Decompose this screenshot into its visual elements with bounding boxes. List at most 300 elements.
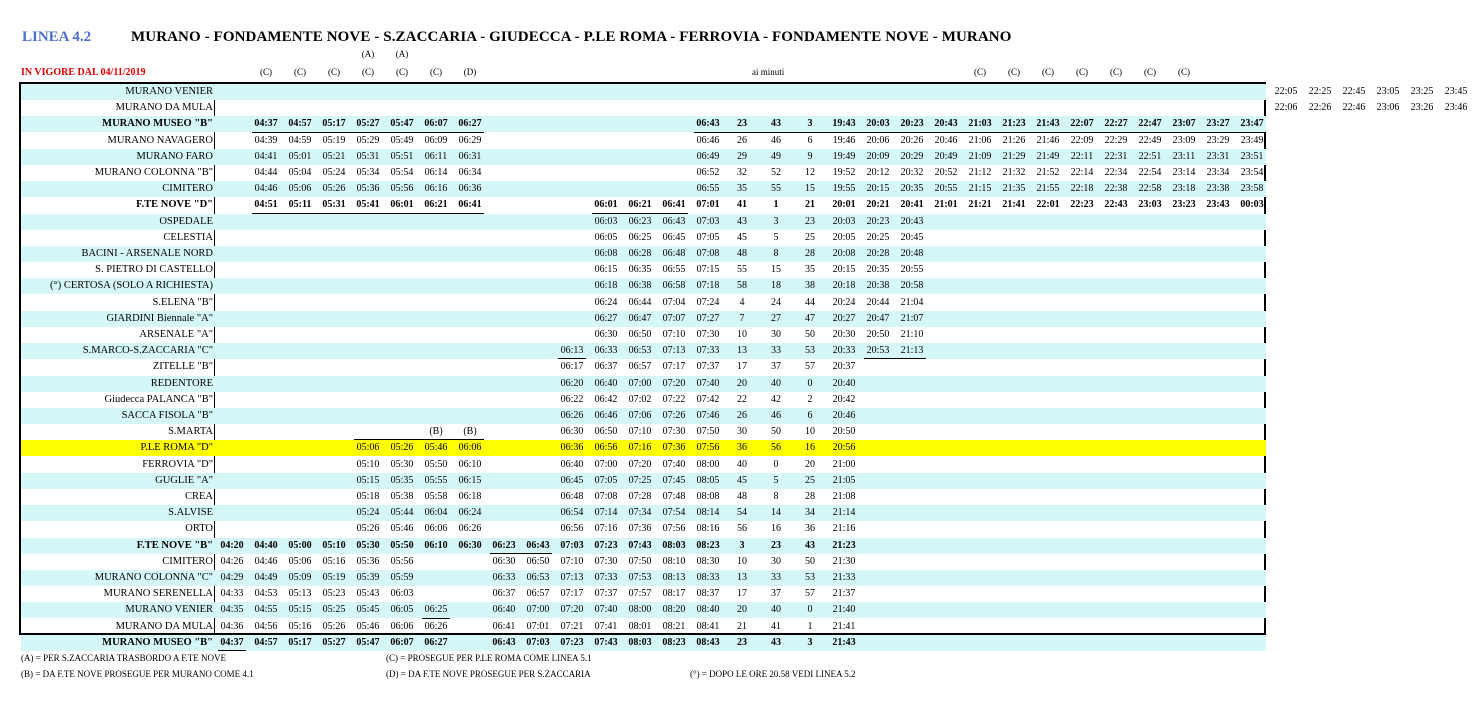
time-cell: 23:54 xyxy=(1240,167,1264,178)
time-cell: 20:43 xyxy=(900,215,924,227)
time-cell: 06:43 xyxy=(662,215,686,227)
time-cell: 06:03 xyxy=(594,215,618,227)
time-cell: 08:10 xyxy=(662,555,686,567)
time-cell: 20:21 xyxy=(866,199,890,211)
time-cell: 21:15 xyxy=(968,183,992,195)
time-cell: 06:30 xyxy=(458,539,482,551)
time-cell: 0 xyxy=(807,604,813,616)
time-cell: 06:07 xyxy=(390,636,414,648)
time-cell: 05:06 xyxy=(288,555,312,567)
time-cell: 07:20 xyxy=(560,604,584,616)
time-cell: 9 xyxy=(807,150,813,162)
time-cell: 20 xyxy=(737,377,747,389)
time-cell: 07:02 xyxy=(628,393,652,405)
time-cell: 20:37 xyxy=(832,361,856,373)
rule-line xyxy=(422,618,450,619)
time-cell: 05:58 xyxy=(424,491,448,502)
time-cell: 56 xyxy=(737,523,747,535)
time-cell: 21:23 xyxy=(832,539,856,551)
time-cell: 23:23 xyxy=(1172,199,1196,211)
time-cell: 07:10 xyxy=(560,555,584,567)
time-cell: 52 xyxy=(771,167,781,178)
time-cell: 05:46 xyxy=(356,620,380,632)
time-cell: 06:40 xyxy=(594,377,618,389)
time-cell: 20:30 xyxy=(832,329,856,340)
time-cell: 45 xyxy=(737,474,747,486)
time-cell: 05:59 xyxy=(390,572,414,583)
time-cell: 23:51 xyxy=(1240,150,1264,162)
time-cell: 21:33 xyxy=(832,572,856,583)
time-cell: 04:57 xyxy=(288,118,312,130)
time-cell: 19:43 xyxy=(832,118,856,130)
time-cell: 05:39 xyxy=(356,572,380,583)
time-cell: 04:20 xyxy=(220,539,244,551)
time-cell: 06:57 xyxy=(526,588,550,600)
time-cell: 06:33 xyxy=(492,572,516,583)
time-cell: 22:07 xyxy=(1070,118,1094,130)
time-cell: 07:00 xyxy=(628,377,652,389)
time-cell: 18 xyxy=(771,280,781,292)
time-cell: 53 xyxy=(805,345,815,357)
time-cell: 04:40 xyxy=(254,539,278,551)
time-cell: 06:26 xyxy=(424,620,448,632)
rule-line xyxy=(864,358,926,359)
column-note: (C) xyxy=(430,67,442,77)
time-cell: 08:37 xyxy=(696,588,720,600)
footnote-e: (°) = DOPO LE ORE 20.58 VEDI LINEA 5.2 xyxy=(690,669,856,679)
time-cell: 4 xyxy=(739,296,745,308)
table-row xyxy=(21,424,1266,440)
time-cell: 21:07 xyxy=(900,312,924,324)
time-cell: 06:55 xyxy=(696,183,720,195)
time-cell: 40 xyxy=(771,377,781,389)
time-cell: 21:05 xyxy=(832,474,856,486)
stop-name: CIMITERO xyxy=(162,555,213,567)
time-cell: 07:34 xyxy=(628,507,652,519)
time-cell: 08:21 xyxy=(662,620,686,632)
time-cell: 10 xyxy=(737,329,747,340)
stop-name: S. PIETRO DI CASTELLO xyxy=(95,264,213,276)
time-cell: 43 xyxy=(805,539,815,551)
time-cell: 21:08 xyxy=(832,491,856,502)
time-cell: 06:37 xyxy=(594,361,618,373)
time-cell: 06:56 xyxy=(594,442,618,454)
time-cell: 20:41 xyxy=(900,199,924,211)
time-cell: 05:26 xyxy=(322,183,346,195)
time-cell: 23:31 xyxy=(1206,150,1230,162)
time-cell: 08:23 xyxy=(662,636,686,648)
table-row xyxy=(21,278,1266,294)
time-cell: 06:03 xyxy=(390,588,414,600)
time-cell: 05:27 xyxy=(356,118,380,130)
time-cell: 07:06 xyxy=(628,410,652,421)
time-cell: 24 xyxy=(771,296,781,308)
time-cell: 42 xyxy=(771,393,781,405)
time-cell: 43 xyxy=(737,215,747,227)
time-cell: 07:45 xyxy=(662,474,686,486)
time-cell: 23:58 xyxy=(1240,183,1264,195)
time-cell: 22:27 xyxy=(1104,118,1128,130)
time-cell: 20:06 xyxy=(866,134,890,146)
table-row xyxy=(21,311,1266,327)
time-cell: 20:56 xyxy=(832,442,856,454)
footnote-d: (D) = DA F.TE NOVE PROSEGUE PER S.ZACCARIA xyxy=(386,669,591,679)
time-cell: 22:29 xyxy=(1104,134,1128,146)
time-cell: 37 xyxy=(771,361,781,373)
stop-name: MURANO COLONNA "B" xyxy=(94,167,213,178)
time-cell: 22:43 xyxy=(1104,199,1128,211)
time-cell: 21:32 xyxy=(1002,167,1026,178)
time-cell: 07:25 xyxy=(628,474,652,486)
time-cell: 26 xyxy=(737,410,747,421)
stop-name: Giudecca PALANCA "B" xyxy=(104,393,213,405)
time-cell: 07:22 xyxy=(662,393,686,405)
footnote-a: (A) = PER S.ZACCARIA TRASBORDO A F.TE NOVE xyxy=(21,653,226,663)
time-cell: 06:15 xyxy=(594,264,618,276)
stop-name: FERROVIA "D" xyxy=(142,458,213,470)
time-cell: 06:50 xyxy=(526,555,550,567)
time-cell: 16 xyxy=(805,442,815,454)
time-cell: 06:31 xyxy=(458,150,482,162)
table-row xyxy=(21,473,1266,489)
table-row xyxy=(21,149,1266,165)
time-cell: 23:05 xyxy=(1376,86,1400,97)
time-cell: 23:06 xyxy=(1376,102,1400,114)
time-cell: 06:18 xyxy=(594,280,618,292)
time-cell: 07:42 xyxy=(696,393,720,405)
time-cell: 05:51 xyxy=(390,150,414,162)
time-cell: 41 xyxy=(737,199,747,211)
time-cell: 05:46 xyxy=(390,523,414,535)
time-cell: 22:51 xyxy=(1138,150,1162,162)
time-cell: 05:36 xyxy=(356,183,380,195)
time-cell: 06:43 xyxy=(492,636,516,648)
time-cell: 57 xyxy=(805,588,815,600)
time-cell: (B) xyxy=(429,426,443,438)
time-cell: 04:51 xyxy=(254,199,278,211)
time-cell: 21:04 xyxy=(900,296,924,308)
time-cell: 05:54 xyxy=(390,167,414,178)
time-cell: 04:46 xyxy=(254,183,278,195)
time-cell: 06:21 xyxy=(628,199,652,211)
stop-name: MURANO FARO xyxy=(136,150,213,162)
time-cell: 06:55 xyxy=(662,264,686,276)
time-cell: 00:03 xyxy=(1240,199,1264,211)
time-cell: (B) xyxy=(463,426,477,438)
stop-name: MURANO DA MULA xyxy=(115,102,213,114)
time-cell: 21:09 xyxy=(968,150,992,162)
time-cell: 04:39 xyxy=(254,134,278,146)
stop-name: S.ALVISE xyxy=(168,507,213,519)
rule-line xyxy=(558,358,586,359)
time-cell: 04:37 xyxy=(254,118,278,130)
time-cell: 06:11 xyxy=(424,150,448,162)
time-cell: 08:14 xyxy=(696,507,720,519)
time-cell: 06:30 xyxy=(594,329,618,340)
time-cell: 08:00 xyxy=(628,604,652,616)
time-cell: 21:41 xyxy=(832,620,856,632)
time-cell: 21:01 xyxy=(934,199,958,211)
time-cell: 21:40 xyxy=(832,604,856,616)
time-cell: 06:34 xyxy=(458,167,482,178)
column-note: (D) xyxy=(463,67,477,77)
time-cell: 22:11 xyxy=(1070,150,1094,162)
time-cell: 08:03 xyxy=(662,539,686,551)
time-cell: 06:58 xyxy=(662,280,686,292)
time-cell: 23:14 xyxy=(1172,167,1196,178)
time-cell: 54 xyxy=(737,507,747,519)
time-cell: 05:49 xyxy=(390,134,414,146)
time-cell: 20:49 xyxy=(934,150,958,162)
stop-name: SACCA FISOLA "B" xyxy=(121,410,213,421)
time-cell: 36 xyxy=(805,523,815,535)
time-cell: 07:10 xyxy=(662,329,686,340)
time-cell: 16 xyxy=(771,523,781,535)
stop-name: REDENTORE xyxy=(150,377,213,389)
time-cell: 08:17 xyxy=(662,588,686,600)
table-row xyxy=(21,165,1266,181)
stop-name: MURANO VENIER xyxy=(125,86,213,97)
time-cell: 06:38 xyxy=(628,280,652,292)
time-cell: 06:46 xyxy=(696,134,720,146)
rule-line xyxy=(354,439,484,440)
time-cell: 05:10 xyxy=(356,458,380,470)
time-cell: 33 xyxy=(771,345,781,357)
table-row xyxy=(21,262,1266,278)
time-cell: 22:45 xyxy=(1342,86,1366,97)
time-cell: 55 xyxy=(737,264,747,276)
stop-name: MURANO NAVAGERO xyxy=(107,134,213,146)
time-cell: 07:50 xyxy=(628,555,652,567)
time-cell: 06:30 xyxy=(560,426,584,438)
time-cell: 04:37 xyxy=(220,636,244,648)
time-cell: 36 xyxy=(737,442,747,454)
time-cell: 20:43 xyxy=(934,118,958,130)
time-cell: 21:37 xyxy=(832,588,856,600)
time-cell: 21:26 xyxy=(1002,134,1026,146)
time-cell: 19:55 xyxy=(832,183,856,195)
time-cell: 20:26 xyxy=(900,134,924,146)
time-cell: 06:06 xyxy=(390,620,414,632)
time-cell: 47 xyxy=(805,312,815,324)
time-cell: 06:53 xyxy=(526,572,550,583)
time-cell: 05:30 xyxy=(390,458,414,470)
time-cell: 23:26 xyxy=(1410,102,1434,114)
time-cell: 07:00 xyxy=(594,458,618,470)
time-cell: 07:01 xyxy=(526,620,550,632)
time-cell: 20:28 xyxy=(866,248,890,259)
stop-name: P.LE ROMA "D" xyxy=(140,442,213,454)
rule-line xyxy=(592,213,688,214)
stop-name: MURANO MUSEO "B" xyxy=(102,636,213,648)
time-cell: 07:41 xyxy=(594,620,618,632)
time-cell: 23:07 xyxy=(1172,118,1196,130)
time-cell: 05:44 xyxy=(390,507,414,519)
time-cell: 55 xyxy=(771,183,781,195)
time-cell: 23 xyxy=(805,215,815,227)
time-cell: 26 xyxy=(737,134,747,146)
time-cell: 37 xyxy=(771,588,781,600)
table-row xyxy=(21,619,1266,635)
time-cell: 20:35 xyxy=(866,264,890,276)
time-cell: 07:37 xyxy=(696,361,720,373)
stop-name: MURANO VENIER xyxy=(125,604,213,616)
time-cell: 07:40 xyxy=(662,458,686,470)
time-cell: 05:11 xyxy=(288,199,312,211)
time-cell: 05:15 xyxy=(356,474,380,486)
column-note: (C) xyxy=(396,67,408,77)
time-cell: 06:57 xyxy=(628,361,652,373)
time-cell: 08:30 xyxy=(696,555,720,567)
time-cell: 23:46 xyxy=(1444,102,1468,114)
time-cell: 30 xyxy=(771,329,781,340)
footnote-c: (C) = PROSEGUE PER P.LE ROMA COME LINEA 5.1 xyxy=(386,653,592,663)
time-cell: 05:46 xyxy=(424,442,448,454)
time-cell: 07:23 xyxy=(594,539,618,551)
table-row xyxy=(21,457,1266,473)
time-cell: 22:18 xyxy=(1070,183,1094,195)
column-note-upper: (A) xyxy=(361,49,375,59)
time-cell: 14 xyxy=(771,507,781,519)
time-cell: 07:00 xyxy=(526,604,550,616)
time-cell: 06:28 xyxy=(628,248,652,259)
time-cell: 21:23 xyxy=(1002,118,1026,130)
time-cell: 04:55 xyxy=(254,604,278,616)
time-cell: 04:49 xyxy=(254,572,278,583)
time-cell: 06:10 xyxy=(458,458,482,470)
time-cell: 07:24 xyxy=(696,296,720,308)
time-cell: 23:27 xyxy=(1206,118,1230,130)
time-cell: 20:46 xyxy=(934,134,958,146)
time-cell: 05:31 xyxy=(356,150,380,162)
time-cell: 06:40 xyxy=(560,458,584,470)
time-cell: 06:21 xyxy=(424,199,448,211)
time-cell: 07:53 xyxy=(628,572,652,583)
time-cell: 20:24 xyxy=(832,296,856,308)
time-cell: 07:08 xyxy=(594,491,618,502)
time-cell: 41 xyxy=(771,620,781,632)
time-cell: 25 xyxy=(805,474,815,486)
table-row xyxy=(21,343,1266,359)
time-cell: 06:27 xyxy=(594,312,618,324)
column-note: (C) xyxy=(1144,67,1156,77)
time-cell: 53 xyxy=(805,572,815,583)
time-cell: 06:27 xyxy=(458,118,482,130)
table-row xyxy=(21,392,1266,408)
time-cell: 34 xyxy=(805,507,815,519)
table-row xyxy=(21,197,1266,213)
table-row xyxy=(21,554,1266,570)
time-cell: 22:31 xyxy=(1104,150,1128,162)
time-cell: 23:09 xyxy=(1172,134,1196,146)
stop-name: F.TE NOVE "D" xyxy=(136,199,213,211)
time-cell: 06:54 xyxy=(560,507,584,519)
time-cell: 07:20 xyxy=(662,377,686,389)
time-cell: 05:26 xyxy=(322,620,346,632)
time-cell: 04:44 xyxy=(254,167,278,178)
time-cell: 20:05 xyxy=(832,231,856,243)
time-cell: 13 xyxy=(737,345,747,357)
time-cell: 27 xyxy=(771,312,781,324)
time-cell: 06:23 xyxy=(492,539,516,551)
time-cell: 20:52 xyxy=(934,167,958,178)
time-cell: 06:13 xyxy=(560,345,584,357)
time-cell: 3 xyxy=(807,118,813,130)
time-cell: 07:36 xyxy=(628,523,652,535)
time-cell: 12 xyxy=(805,167,815,178)
time-cell: 05:55 xyxy=(424,474,448,486)
time-cell: 06:45 xyxy=(560,474,584,486)
time-cell: 20:29 xyxy=(900,150,924,162)
stop-name: OSPEDALE xyxy=(159,215,213,227)
time-cell: 20:32 xyxy=(900,167,924,178)
time-cell: 30 xyxy=(771,555,781,567)
time-cell: 05:17 xyxy=(288,636,312,648)
time-cell: 43 xyxy=(771,636,781,648)
time-cell: 05:38 xyxy=(390,491,414,502)
time-cell: 07:18 xyxy=(696,280,720,292)
time-cell: 32 xyxy=(737,167,747,178)
table-row xyxy=(21,570,1266,586)
time-cell: 08:43 xyxy=(696,636,720,648)
time-cell: 3 xyxy=(739,539,745,551)
time-cell: 35 xyxy=(737,183,747,195)
stop-name: F.TE NOVE "B" xyxy=(136,539,213,551)
time-cell: 05:56 xyxy=(390,555,414,567)
minutes-label: ai minuti xyxy=(752,67,785,77)
timetable-grid xyxy=(19,82,1468,648)
time-cell: 22:47 xyxy=(1138,118,1162,130)
time-cell: 33 xyxy=(771,572,781,583)
table-row xyxy=(21,116,1266,132)
time-cell: 07:48 xyxy=(662,491,686,502)
time-cell: 0 xyxy=(807,377,813,389)
time-cell: 07:10 xyxy=(628,426,652,438)
column-note: (C) xyxy=(1042,67,1054,77)
time-cell: 05:06 xyxy=(288,183,312,195)
time-cell: 5 xyxy=(773,474,779,486)
time-cell: 21:10 xyxy=(900,329,924,340)
stop-name: ARSENALE "A" xyxy=(139,329,213,340)
time-cell: 06:52 xyxy=(696,167,720,178)
time-cell: 20:50 xyxy=(832,426,856,438)
time-cell: 04:33 xyxy=(220,588,244,600)
time-cell: 20:53 xyxy=(866,345,890,357)
time-cell: 05:36 xyxy=(356,555,380,567)
time-cell: 07:30 xyxy=(696,329,720,340)
time-cell: 20:58 xyxy=(900,280,924,292)
time-cell: 04:36 xyxy=(220,620,244,632)
stop-name: ZITELLE "B" xyxy=(152,361,213,373)
time-cell: 07:50 xyxy=(696,426,720,438)
time-cell: 46 xyxy=(771,410,781,421)
time-cell: 05:13 xyxy=(288,588,312,600)
column-note: (C) xyxy=(1110,67,1122,77)
table-row xyxy=(21,586,1266,602)
time-cell: 22:26 xyxy=(1308,102,1332,114)
time-cell: 8 xyxy=(773,491,779,502)
time-cell: 07:57 xyxy=(628,588,652,600)
time-cell: 22:14 xyxy=(1070,167,1094,178)
time-cell: 05:15 xyxy=(288,604,312,616)
table-row xyxy=(21,246,1266,262)
time-cell: 07:40 xyxy=(594,604,618,616)
time-cell: 23:49 xyxy=(1240,134,1264,146)
rule-line xyxy=(218,650,246,651)
time-cell: 23 xyxy=(737,118,747,130)
time-cell: 05:31 xyxy=(322,199,346,211)
time-cell: 21 xyxy=(737,620,747,632)
